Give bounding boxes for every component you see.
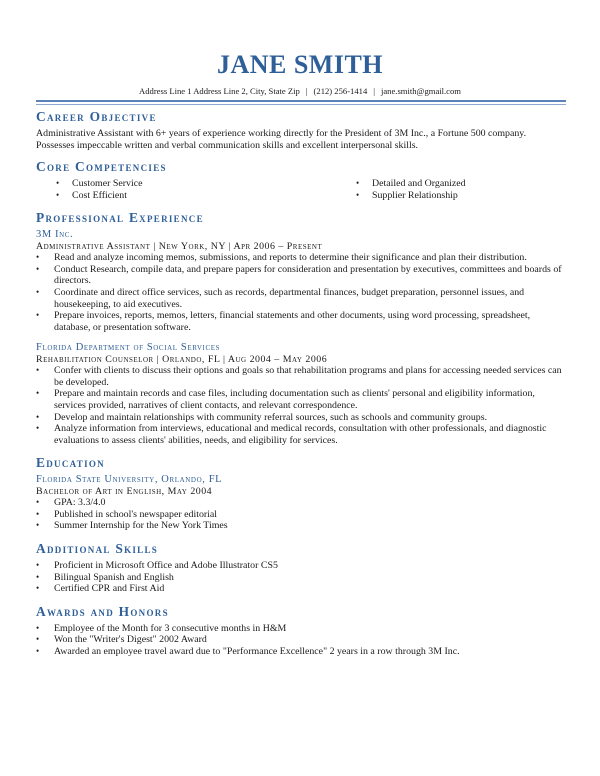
bullet-icon: • <box>356 178 360 189</box>
contact-divider: | <box>373 86 375 96</box>
section-education <box>36 455 566 532</box>
list-item: • Proficient in Microsoft Office and Adobe Illustrator CS5 <box>36 559 278 571</box>
list-item: • Summer Internship for the New York Times <box>36 520 228 532</box>
bullet-icon: • <box>36 497 40 508</box>
objective-text: Administrative Assistant with 6+ years of experience working directly for the President of 3M Inc., a Fortune 500 company. Possesses impeccable written and verbal communication skills and excellent interpersonal skills. <box>36 128 527 151</box>
section-heading: Career Objective <box>36 109 157 124</box>
section-heading: Professional Experience <box>36 210 204 226</box>
candidate-name: JANE SMITH <box>216 50 384 79</box>
list-item: • Prepare invoices, reports, memos, letters, financial statements and other documents, using word processing, spreadsheet, database, or presentation software. <box>36 310 531 333</box>
bullet-icon: • <box>36 520 40 531</box>
section-professional-experience <box>36 210 566 446</box>
bullet-icon: • <box>356 189 360 200</box>
section-awards-honors <box>36 604 566 658</box>
school-name: Florida State University, Orlando, FL <box>36 474 223 486</box>
list-item: • Detailed and Organized <box>356 178 466 190</box>
list-item: • Certified CPR and First Aid <box>36 583 165 595</box>
list-item: • Supplier Relationship <box>356 189 458 201</box>
section-heading: Education <box>36 455 105 471</box>
section-career-objective <box>36 109 566 151</box>
list-item: • Prepare and maintain records and case files, including documentation such as clients' personal and eligibility information, services provided, narratives of client contacts, and relevant correspondence. <box>36 388 535 411</box>
list-item: • Analyze information from interviews, educational and medical records, consultation with other professionals, and diagnostic evaluations to assess clients' abilities, needs, and eligibility for services. <box>36 423 547 446</box>
list-item: • Coordinate and direct office services, such as records, departmental finances, budget preparation, personnel issues, and housekeeping, to aid executives. <box>36 286 525 310</box>
job-entry <box>36 229 566 333</box>
job-title-line: Rehabilitation Counselor | Orlando, FL | Aug 2004 – May 2006 <box>36 353 328 365</box>
bullet-icon: • <box>56 178 60 189</box>
job-title-line: Administrative Assistant | New York, NY | Apr 2006 – Present <box>36 240 323 252</box>
bullet-icon: • <box>36 423 40 434</box>
education-details <box>36 497 566 532</box>
bullet-icon: • <box>36 645 40 656</box>
email: jane.smith@gmail.com <box>380 86 461 96</box>
list-item: • Customer Service <box>56 178 143 190</box>
list-item: • Published in school's newspaper editorial <box>36 508 218 520</box>
bullet-icon: • <box>36 571 40 582</box>
bullet-icon: • <box>36 508 40 519</box>
bullet-icon: • <box>36 286 40 297</box>
awards-list <box>36 623 566 658</box>
job-duties <box>36 365 566 446</box>
bullet-icon: • <box>36 583 40 594</box>
bullet-icon: • <box>36 411 40 422</box>
bullet-icon: • <box>56 189 60 200</box>
address: Address Line 1 Address Line 2, City, State Zip <box>139 86 300 96</box>
phone: (212) 256-1414 <box>313 86 368 96</box>
competency-list <box>56 178 566 201</box>
bullet-icon: • <box>36 310 40 321</box>
list-item: • Won the "Writer's Digest" 2002 Award <box>36 634 207 646</box>
bullet-icon: • <box>36 622 40 633</box>
header-rule-thin <box>36 104 566 105</box>
resume-body <box>36 109 566 657</box>
header-rule <box>36 100 566 102</box>
list-item: • GPA: 3.3/4.0 <box>36 497 106 509</box>
section-heading: Additional Skills <box>36 540 159 556</box>
section-core-competencies <box>36 159 566 201</box>
list-item: • Read and analyze incoming memos, submissions, and reports to determine their significance and plan their distribution. <box>36 252 527 264</box>
list-item: • Develop and maintain relationships with community referral sources, such as schools and community groups. <box>36 411 488 423</box>
employer-name: Florida Department of Social Services <box>36 342 221 354</box>
list-item: • Employee of the Month for 3 consecutive months in H&M <box>36 622 287 634</box>
section-heading: Core Competencies <box>36 159 167 175</box>
job-duties <box>36 252 566 333</box>
list-item: • Cost Efficient <box>56 189 127 201</box>
contact-divider: | <box>305 86 308 96</box>
contact-line <box>0 85 600 97</box>
bullet-icon: • <box>36 252 40 263</box>
list-item: • Confer with clients to discuss their options and goals so that rehabilitation programs and plans for accessing needed services can be developed. <box>36 365 562 388</box>
section-heading: Awards and Honors <box>36 603 169 619</box>
bullet-icon: • <box>36 634 40 645</box>
bullet-icon: • <box>36 559 40 570</box>
bullet-icon: • <box>36 263 40 274</box>
skills-list <box>36 560 566 595</box>
section-additional-skills <box>36 541 566 595</box>
list-item: • Awarded an employee travel award due to "Performance Excellence" 2 years in a row through 3M Inc. <box>36 645 460 657</box>
bullet-icon: • <box>36 388 40 399</box>
employer-name: 3M Inc. <box>36 229 74 241</box>
bullet-icon: • <box>36 365 40 376</box>
job-entry <box>36 342 566 446</box>
list-item: • Conduct Research, compile data, and prepare papers for consideration and presentation by executives, committees and boards of directors. <box>36 263 562 287</box>
list-item: • Bilingual Spanish and English <box>36 571 174 583</box>
degree-line: Bachelor of Art in English, May 2004 <box>36 485 213 497</box>
